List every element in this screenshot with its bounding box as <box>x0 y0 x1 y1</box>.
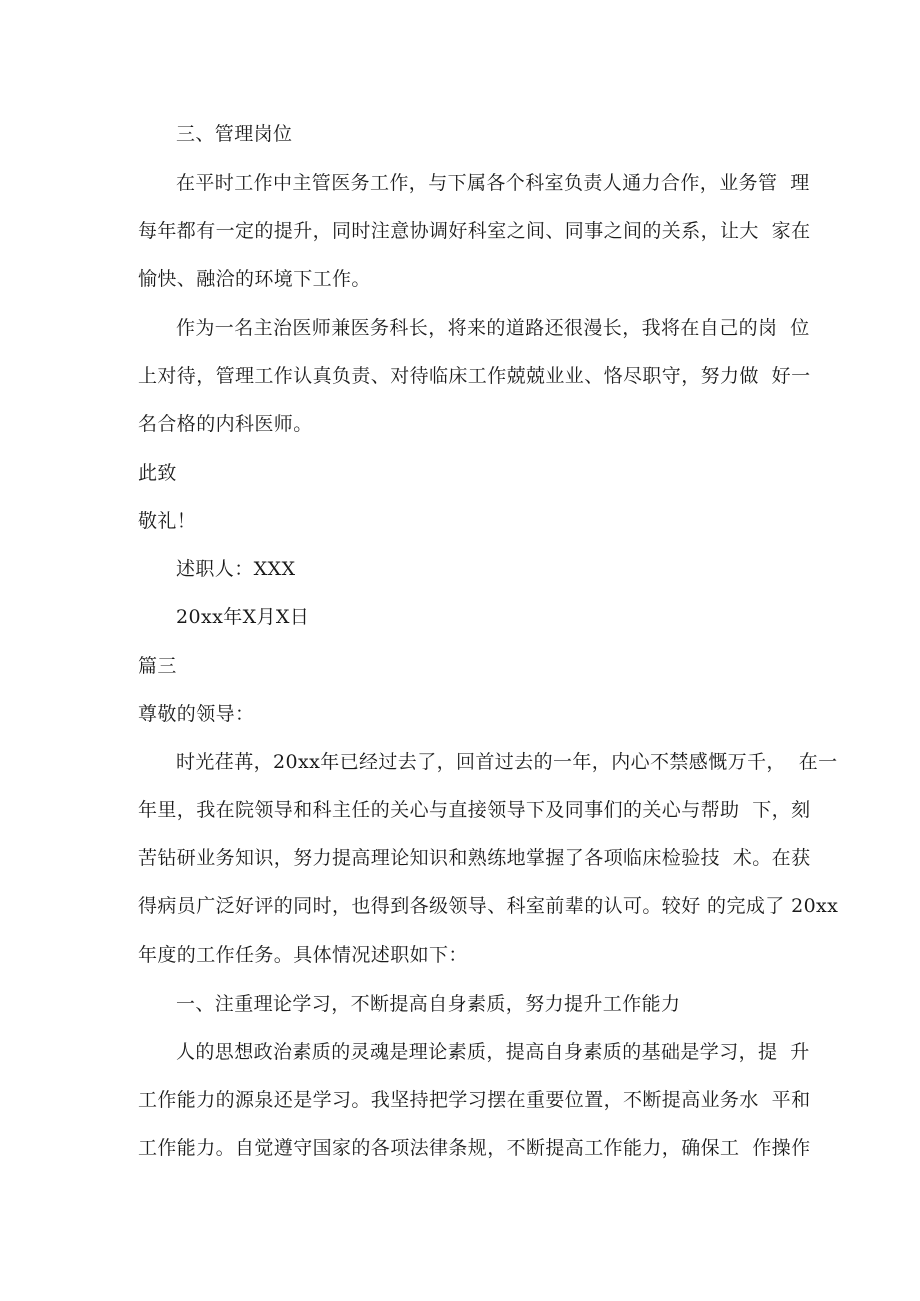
paragraph-line: 得病员广泛好评的同时，也得到各级领导、科室前辈的认可。较好 的完成了 20xx <box>138 895 839 917</box>
paragraph-line: 苦钻研业务知识，努力提高理论知识和熟练地掌握了各项临床检验技 术。在获 <box>138 847 811 869</box>
paragraph-line: 名合格的内科医师。 <box>138 413 313 435</box>
paragraph-line: 上对待，管理工作认真负责、对待临床工作兢兢业业、恪尽职守，努力做 好一 <box>138 365 811 387</box>
paragraph-line: 年度的工作任务。具体情况述职如下： <box>138 944 468 966</box>
paragraph-line: 作为一名主治医师兼医务科长，将来的道路还很漫长，我将在自己的岗 位 <box>176 317 810 339</box>
subheading: 一、注重理论学习，不断提高自身素质，努力提升工作能力 <box>176 993 681 1015</box>
paragraph-line: 每年都有一定的提升，同时注意协调好科室之间、同事之间的关系，让大 家在 <box>138 220 811 242</box>
closing-line: 此致 <box>138 462 177 484</box>
paragraph-line: 愉快、融洽的环境下工作。 <box>138 268 371 290</box>
salutation: 尊敬的领导： <box>138 703 255 725</box>
paragraph-line: 人的思想政治素质的灵魂是理论素质，提高自身素质的基础是学习，提 升 <box>176 1041 810 1063</box>
paragraph-line: 工作能力的源泉还是学习。我坚持把学习摆在重要位置，不断提高业务水 平和 <box>138 1089 811 1111</box>
paragraph-line: 年里，我在院领导和科主任的关心与直接领导下及同事们的关心与帮助 下，刻 <box>138 799 811 821</box>
paragraph-line: 时光荏苒，20xx年已经过去了，回首过去的一年，内心不禁感慨万千， 在一 <box>176 751 838 773</box>
paragraph-line: 工作能力。自觉遵守国家的各项法律条规，不断提高工作能力，确保工 作操作 <box>138 1137 811 1159</box>
paragraph-line: 在平时工作中主管医务工作，与下属各个科室负责人通力合作，业务管 理 <box>176 172 810 194</box>
signer-line: 述职人：XXX <box>176 558 296 580</box>
closing-line: 敬礼！ <box>138 510 197 532</box>
part-title: 篇三 <box>138 655 177 677</box>
section-heading: 三、管理岗位 <box>176 123 293 145</box>
date-line: 20xx年X月X日 <box>176 606 310 628</box>
